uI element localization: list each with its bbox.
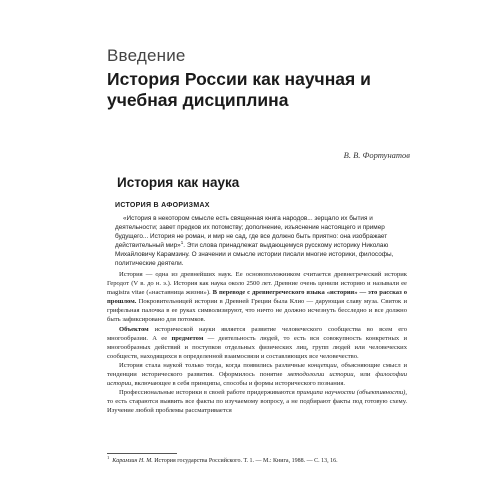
section-heading: История как наука bbox=[117, 175, 240, 190]
paragraph-2: Объектом исторической науки является развитие человеческого сообщества во всем его многообразии. А ее предметом — деятельность людей, то есть вся совокупность конкретных и многообразных действий и поступков отдельных физических лиц, групп людей или человеческих сообществ, находящихся в определенной взаимосвязи и составляющих все человечество. bbox=[107, 325, 407, 360]
aphorism-block bbox=[115, 214, 405, 269]
author-name: В. В. Фортунатов bbox=[343, 150, 410, 160]
chapter-title: История России как научная и учебная дисциплина bbox=[107, 69, 371, 110]
aphorism-paragraph: «История в некотором смысле есть священная книга народов... зерцало их бытия и деятельности; завет предков их потомству; дополнение, изъяснение настоящего и пример будущего... История не роман, и мир не сад, где все должно быть приятно: она изображает действительный мир»$^1$. Эти слова принадлежат выдающемуся русскому историку Николаю Михайловичу Карамзину. О значении и смысле истории писали многие историки, философы, политические деятели. bbox=[115, 215, 394, 268]
footnote bbox=[107, 455, 407, 464]
footnote-text: История государства Российского. Т. 1. — М.: Книга, 1988. — С. 13, 16. bbox=[152, 458, 338, 464]
paragraph-4: Профессиональные историки в своей работе придерживаются принципа научности (объективности), то есть стараются выявить все факты по изучаемому вопросу, а не подбирают факты под готовую схему. Изучение любой проблемы рассматривается bbox=[107, 389, 408, 415]
footnote-divider bbox=[107, 453, 177, 454]
footnote-ref[interactable]: 1 bbox=[180, 240, 184, 246]
paragraph-1: История — одна из древнейших наук. Ее основоположником считается древнегреческий историк Геродот (V в. до н. э.). История как наука около 2500 лет. Древние очень ценили историю и называли ее magistra vitae («наставница жизни»). В переводе с древнегреческого языка «история» — это рассказ о прошлом. Покровительницей истории в Древней Греции была Клио — дарующая славу муза. Свиток и грифельная палочка в ее руках символизируют, что ничто не должно исчезнуть бесследно и все должно быть зафиксировано для потомков. bbox=[107, 271, 408, 324]
aphorisms-heading: ИСТОРИЯ В АФОРИЗМАХ bbox=[115, 202, 210, 209]
body-text bbox=[107, 270, 407, 416]
section-label: Введение bbox=[107, 46, 186, 65]
paragraph-3: История стала наукой только тогда, когда появились различные концепции, объясняющие смысл и тенденции исторического развития. Оформилось понятие методологии истории, или философии истории, включающее в себя принципы, способы и формы исторического познания. bbox=[107, 361, 407, 388]
footnote-author: Карамзин Н. М. bbox=[112, 458, 153, 464]
footnote-number: 1 bbox=[107, 455, 110, 460]
